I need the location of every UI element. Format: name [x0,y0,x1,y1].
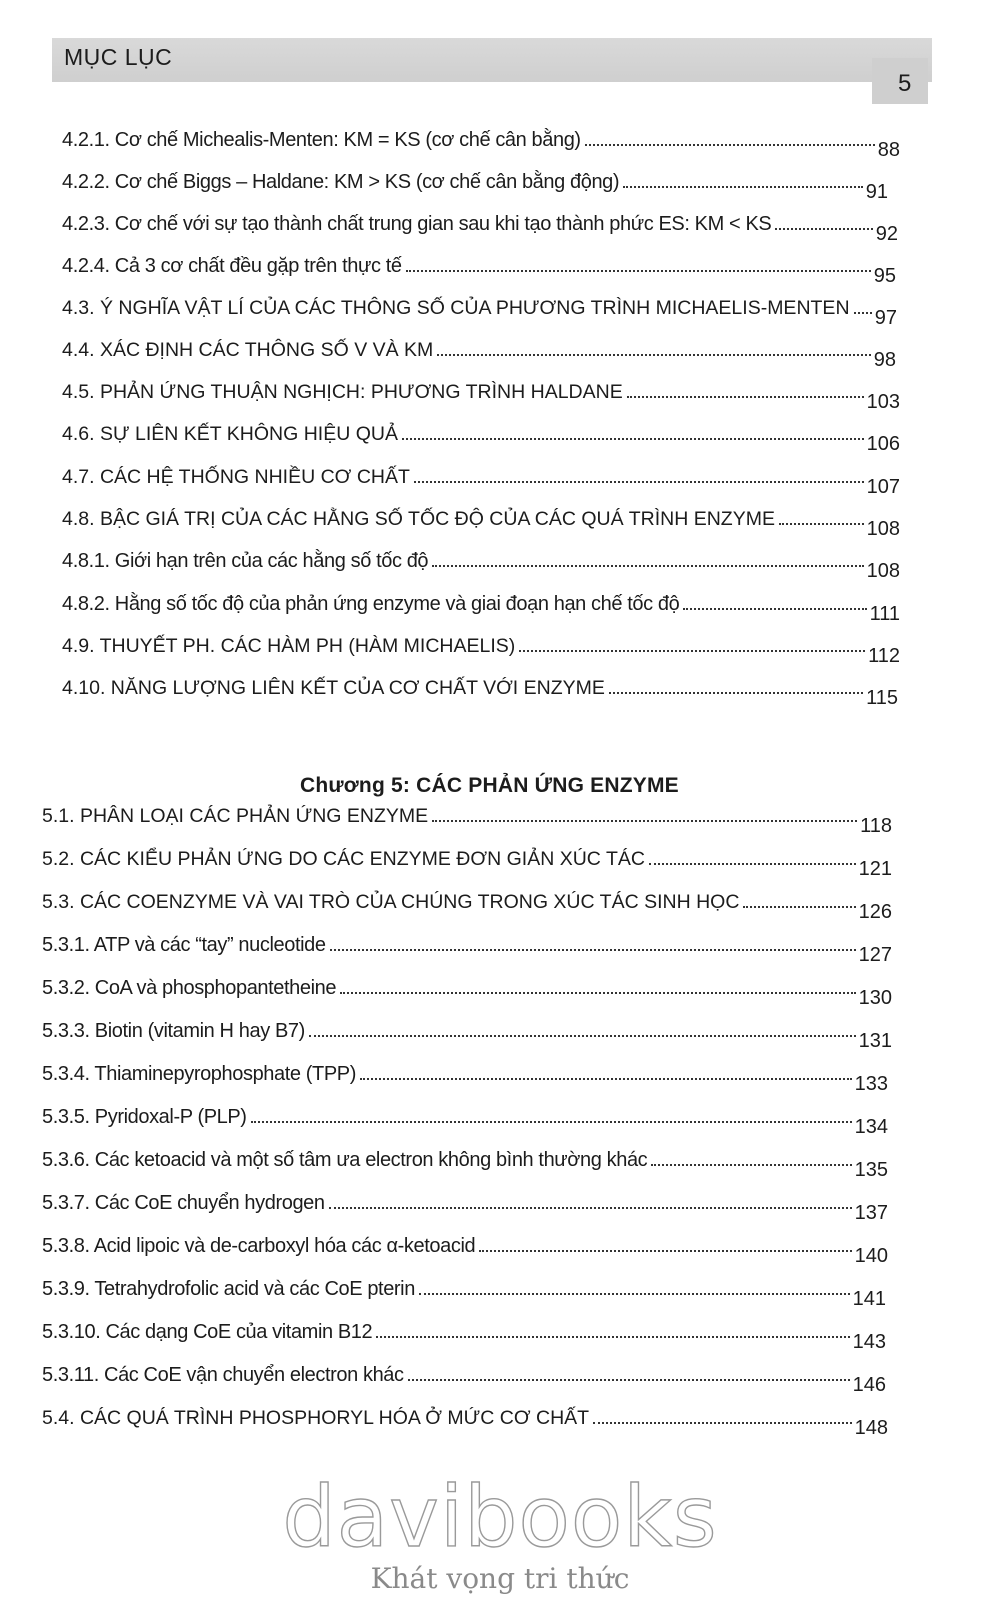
toc-entry [62,292,897,329]
toc-entry [42,1015,892,1052]
toc-entry-page: 133 [854,1073,888,1095]
toc-entry [62,418,900,455]
page-number: 5 [898,70,912,97]
toc-entry-title: 4.10. NĂNG LƯỢNG LIÊN KẾT CỦA CƠ CHẤT VỚI ENZYME [62,677,605,699]
toc-entry-title: 5.3.11. Các CoE vận chuyển electron khác [42,1364,404,1386]
toc-entry-title: 4.2.1. Cơ chế Michealis-Menten: KM = KS (cơ chế cân bằng) [62,129,581,151]
toc-leader-dots [585,144,875,146]
toc-entry [62,166,888,203]
toc-entry [62,334,896,371]
toc-leader-dots [779,523,864,525]
toc-leader-dots [408,1379,850,1381]
toc-entry-page: 146 [852,1374,886,1396]
toc-entry-title: 5.3.10. Các dạng CoE của vitamin B12 [42,1321,373,1343]
toc-entry-title: 4.2.2. Cơ chế Biggs – Haldane: KM > KS (cơ chế cân bằng động) [62,171,620,193]
toc-entry-page: 103 [866,391,900,413]
toc-entry-page: 97 [874,307,897,329]
toc-entry [62,503,900,540]
toc-entry-page: 115 [866,687,898,709]
toc-entry [62,376,900,413]
toc-entry-title: 5.3. CÁC COENZYME VÀ VAI TRÒ CỦA CHÚNG TRONG XÚC TÁC SINH HỌC [42,891,740,913]
toc-entry [62,588,900,625]
toc-leader-dots [623,186,863,188]
toc-entry-page: 127 [858,944,892,966]
toc-entry-page: 131 [858,1030,892,1052]
toc-entry [62,208,898,245]
toc-leader-dots [432,565,863,567]
toc-entry-title: 5.3.1. ATP và các “tay” nucleotide [42,934,326,956]
toc-entry [42,1144,888,1181]
toc-leader-dots [437,354,870,356]
toc-entry [42,1316,886,1353]
toc-entry [42,886,892,923]
toc-leader-dots [402,438,864,440]
toc-leader-dots [593,1422,852,1424]
toc-entry-page: 107 [866,476,900,498]
toc-entry-title: 5.1. PHÂN LOẠI CÁC PHẢN ỨNG ENZYME [42,805,429,827]
toc-leader-dots [479,1250,851,1252]
toc-entry-page: 141 [852,1288,886,1310]
toc-leader-dots [251,1121,852,1123]
toc-entry-page: 130 [858,987,892,1009]
toc-entry-title: 4.5. PHẢN ỨNG THUẬN NGHỊCH: PHƯƠNG TRÌNH HALDANE [62,381,623,403]
toc-entry-page: 108 [866,518,900,540]
toc-entry [62,124,900,161]
toc-entry-title: 5.2. CÁC KIỂU PHẢN ỨNG DO CÁC ENZYME ĐƠN GIẢN XÚC TÁC [42,848,645,870]
toc-leader-dots [627,396,864,398]
toc-entry [62,545,900,582]
toc-entry [62,250,896,287]
toc-leader-dots [330,949,856,951]
toc-entry-title: 4.2.3. Cơ chế với sự tạo thành chất trung gian sau khi tạo thành phức ES: KM < KS [62,213,772,235]
toc-entry-title: 5.3.5. Pyridoxal-P (PLP) [42,1106,247,1128]
toc-leader-dots [609,692,863,694]
toc-entry-title: 4.9. THUYẾT PH. CÁC HÀM PH (HÀM MICHAELIS) [62,635,516,657]
toc-entry-title: 5.3.2. CoA và phosphopantetheine [42,977,337,999]
toc-entry-title: 4.3. Ý NGHĨA VẬT LÍ CỦA CÁC THÔNG SỐ CỦA PHƯƠNG TRÌNH MICHAELIS-MENTEN [62,297,850,319]
toc-entry [42,1273,886,1310]
toc-entry-title: 4.7. CÁC HỆ THỐNG NHIỀU CƠ CHẤT [62,466,410,488]
toc-entry-title: 4.4. XÁC ĐỊNH CÁC THÔNG SỐ V VÀ KM [62,339,434,361]
toc-entry-title: 5.3.6. Các ketoacid và một số tâm ưa electron không bình thường khác [42,1149,648,1171]
toc-leader-dots [329,1207,852,1209]
toc-entry [62,630,900,667]
toc-entry [42,1187,888,1224]
toc-entry-title: 4.8.1. Giới hạn trên của các hằng số tốc độ [62,550,429,572]
toc-entry-title: 4.6. SỰ LIÊN KẾT KHÔNG HIỆU QUẢ [62,423,398,445]
toc-entry [62,672,898,709]
chapter-heading: Chương 5: CÁC PHẢN ỨNG ENZYME [300,774,679,797]
toc-entry-page: 143 [852,1331,886,1353]
toc-leader-dots [414,481,864,483]
running-header-title: MỤC LỤC [64,44,173,70]
toc-leader-dots [743,906,855,908]
toc-entry-title: 5.3.9. Tetrahydrofolic acid và các CoE pterin [42,1278,415,1300]
toc-entry-page: 121 [858,858,892,880]
toc-entry-page: 111 [869,603,900,625]
toc-leader-dots [432,820,857,822]
toc-entry [42,800,892,837]
toc-leader-dots [683,608,866,610]
toc-entry [42,972,892,1009]
toc-entry-page: 106 [866,433,900,455]
toc-entry [42,1359,886,1396]
toc-entry [42,1058,888,1095]
toc-entry-page: 98 [873,349,896,371]
toc-leader-dots [854,312,872,314]
toc-entry-page: 140 [854,1245,888,1267]
toc-entry-title: 4.8.2. Hằng số tốc độ của phản ứng enzyme và giai đoạn hạn chế tốc độ [62,593,680,615]
watermark-slogan: Khát vọng tri thức [370,1562,630,1595]
toc-entry [42,1101,888,1138]
toc-leader-dots [309,1035,856,1037]
toc-entry [42,929,892,966]
toc-leader-dots [360,1078,852,1080]
toc-entry-title: 5.3.3. Biotin (vitamin H hay B7) [42,1020,305,1042]
toc-leader-dots [519,650,865,652]
toc-entry [42,1230,888,1267]
toc-leader-dots [775,228,872,230]
toc-entry-page: 126 [858,901,892,923]
toc-entry-page: 88 [877,139,900,161]
toc-entry-page: 135 [854,1159,888,1181]
toc-entry-page: 118 [860,815,892,837]
toc-leader-dots [651,1164,851,1166]
watermark-brand: davibooks [282,1468,718,1566]
toc-entry-page: 112 [868,645,900,667]
toc-leader-dots [419,1293,850,1295]
toc-entry-page: 148 [854,1417,888,1439]
toc-leader-dots [649,863,856,865]
toc-entry-page: 92 [875,223,898,245]
toc-entry-title: 5.3.8. Acid lipoic và de-carboxyl hóa các α-ketoacid [42,1235,476,1257]
toc-entry-page: 137 [854,1202,888,1224]
toc-entry-page: 108 [866,560,900,582]
toc-entry-title: 5.3.7. Các CoE chuyển hydrogen [42,1192,325,1214]
toc-leader-dots [406,270,871,272]
toc-leader-dots [340,992,856,994]
toc-entry [42,1402,888,1439]
toc-entry-page: 95 [873,265,896,287]
toc-entry [62,461,900,498]
toc-entry-title: 5.3.4. Thiaminepyrophosphate (TPP) [42,1063,356,1085]
toc-entry-title: 5.4. CÁC QUÁ TRÌNH PHOSPHORYL HÓA Ở MỨC CƠ CHẤT [42,1407,590,1429]
toc-entry-page: 91 [865,181,888,203]
toc-entry [42,843,892,880]
toc-entry-title: 4.2.4. Cả 3 cơ chất đều gặp trên thực tế [62,255,402,277]
toc-entry-title: 4.8. BẬC GIÁ TRỊ CỦA CÁC HẰNG SỐ TỐC ĐỘ CỦA CÁC QUÁ TRÌNH ENZYME [62,508,775,530]
toc-entry-page: 134 [854,1116,888,1138]
toc-leader-dots [376,1336,849,1338]
